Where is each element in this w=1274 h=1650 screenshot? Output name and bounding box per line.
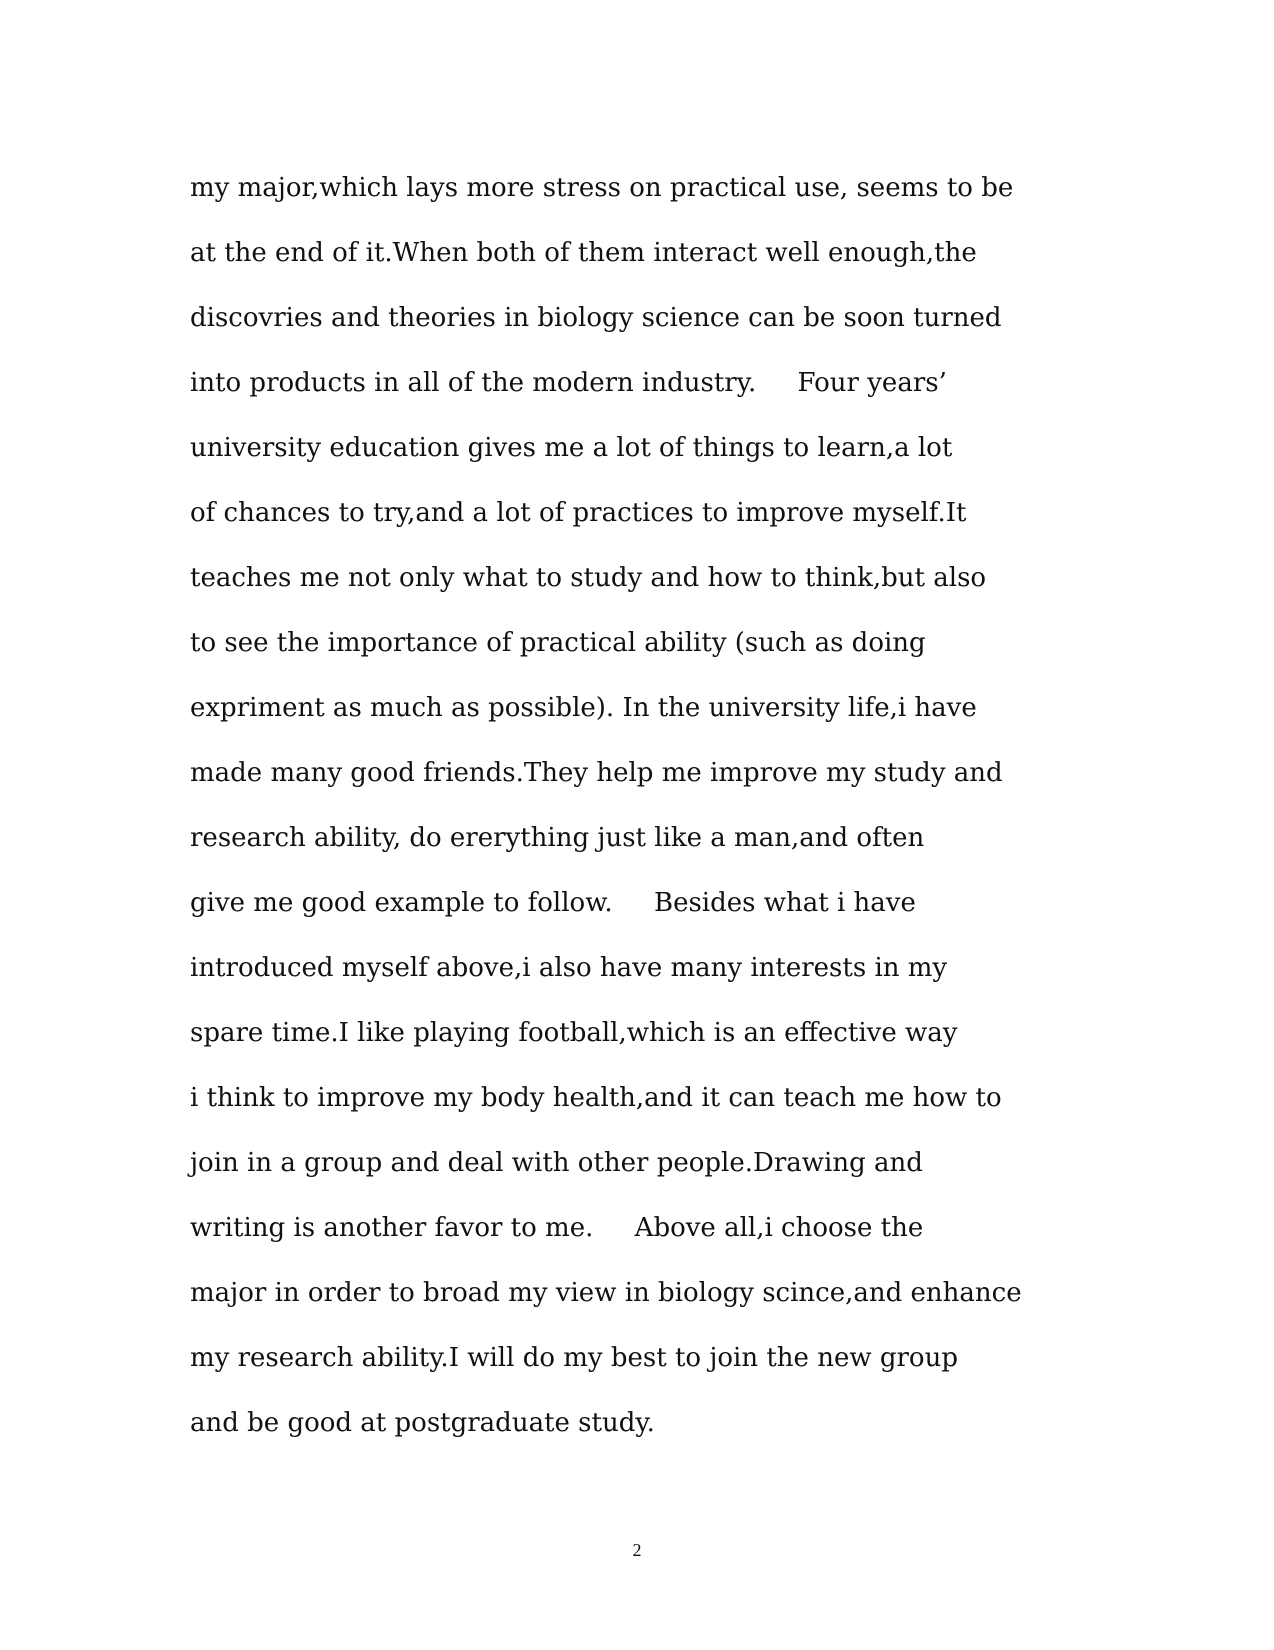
text-line: writing is another favor to me. Above all,i choose the	[190, 1213, 924, 1243]
page-number: 2	[632, 1540, 642, 1560]
text-line: my major,which lays more stress on practical use, seems to be	[190, 173, 1014, 203]
text-line: join in a group and deal with other people.Drawing and	[190, 1148, 923, 1178]
body-text	[190, 168, 1090, 1468]
text-line: made many good friends.They help me improve my study and	[190, 758, 1003, 788]
text-line: teaches me not only what to study and how to think,but also	[190, 563, 987, 593]
text-line: discovries and theories in biology science can be soon turned	[190, 303, 1002, 333]
text-line: expriment as much as possible). In the university life,i have	[190, 693, 977, 723]
text-line: into products in all of the modern industry. Four years’	[190, 368, 947, 398]
text-line: university education gives me a lot of things to learn,a lot	[190, 433, 953, 463]
text-line: my research ability.I will do my best to join the new group	[190, 1343, 958, 1373]
text-line: to see the importance of practical ability (such as doing	[190, 628, 926, 658]
text-line: at the end of it.When both of them interact well enough,the	[190, 238, 977, 268]
text-line: give me good example to follow. Besides what i have	[190, 888, 916, 918]
text-line: spare time.I like playing football,which is an effective way	[190, 1018, 958, 1048]
text-line: research ability, do ererything just like a man,and often	[190, 823, 925, 853]
text-line: major in order to broad my view in biology scince,and enhance	[190, 1278, 1022, 1308]
text-line: of chances to try,and a lot of practices to improve myself.It	[190, 498, 967, 528]
text-line: i think to improve my body health,and it can teach me how to	[190, 1083, 1002, 1113]
text-line: introduced myself above,i also have many interests in my	[190, 953, 948, 983]
text-line: and be good at postgraduate study.	[190, 1408, 655, 1438]
